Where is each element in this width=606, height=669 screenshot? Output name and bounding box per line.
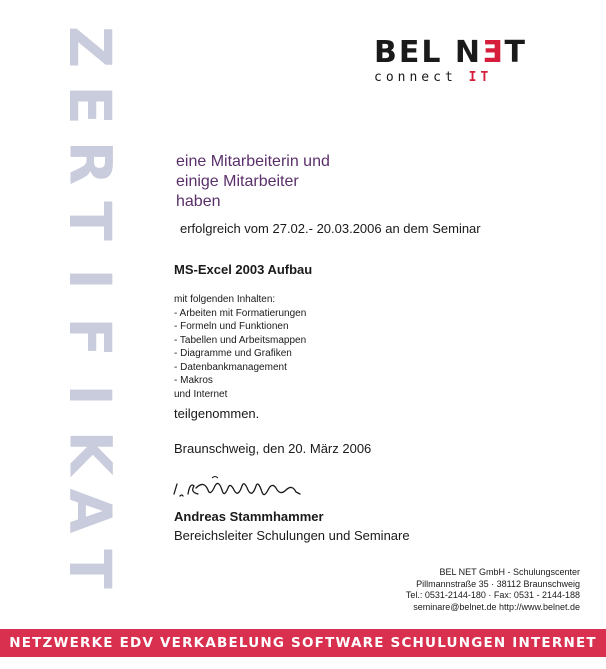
recipients-line: eine Mitarbeiterin und (176, 153, 330, 170)
recipients-text (176, 152, 330, 212)
footer-services-text: NETZWERKE EDV VERKABELUNG SOFTWARE SCHULUNGEN INTERNET (9, 635, 597, 651)
company-line: BEL NET GmbH - Schulungscenter (439, 567, 580, 577)
watermark-letter: T (55, 549, 124, 589)
place-date: Braunschweig, den 20. März 2006 (174, 441, 372, 456)
contents-item: und Internet (174, 388, 228, 400)
company-line: seminare@belnet.de http://www.belnet.de (413, 601, 580, 612)
recipients-line: einige Mitarbeiter (176, 173, 299, 190)
success-line: erfolgreich vom 27.02.- 20.03.2006 an dem Seminar (180, 221, 481, 236)
contents-item: - Diagramme und Grafiken (174, 348, 292, 359)
watermark-letter: T (55, 201, 124, 241)
logo-tagline: connect IT (374, 70, 493, 85)
services-footer-band (0, 629, 606, 657)
watermark-letter: I (56, 384, 124, 406)
contents-item: - Arbeiten mit Formatierungen (174, 307, 307, 319)
participated-text: teilgenommen. (174, 406, 260, 421)
contents-intro: mit folgenden Inhalten: (174, 294, 276, 305)
watermark-letter: R (55, 140, 124, 186)
watermark-letter: F (56, 317, 124, 357)
watermark-letter: Z (56, 25, 124, 69)
signer-name: Andreas Stammhammer (174, 509, 324, 524)
handwritten-signature (168, 472, 308, 504)
course-contents (174, 293, 306, 401)
watermark-letter: E (56, 85, 124, 125)
zertifikat-watermark (50, 18, 130, 589)
recipients-line: haben (176, 193, 221, 210)
contents-item: - Tabellen und Arbeitsmappen (174, 334, 307, 346)
company-address (406, 567, 580, 613)
belnet-logo (374, 35, 534, 85)
logo-wordmark: BEL NƎT (374, 35, 527, 70)
contents-item: - Makros (174, 375, 213, 386)
company-line: Pillmannstraße 35 · 38112 Braunschweig (416, 578, 580, 589)
watermark-letter: A (55, 488, 124, 534)
contents-item: - Datenbankmanagement (174, 361, 287, 373)
company-line: Tel.: 0531-2144-180 · Fax: 0531 - 2144-188 (405, 590, 580, 600)
watermark-letter: K (55, 430, 124, 476)
watermark-letter: I (56, 268, 124, 290)
contents-item: - Formeln und Funktionen (174, 321, 289, 332)
signer-role: Bereichsleiter Schulungen und Seminare (174, 528, 410, 543)
course-title: MS-Excel 2003 Aufbau (174, 262, 313, 277)
